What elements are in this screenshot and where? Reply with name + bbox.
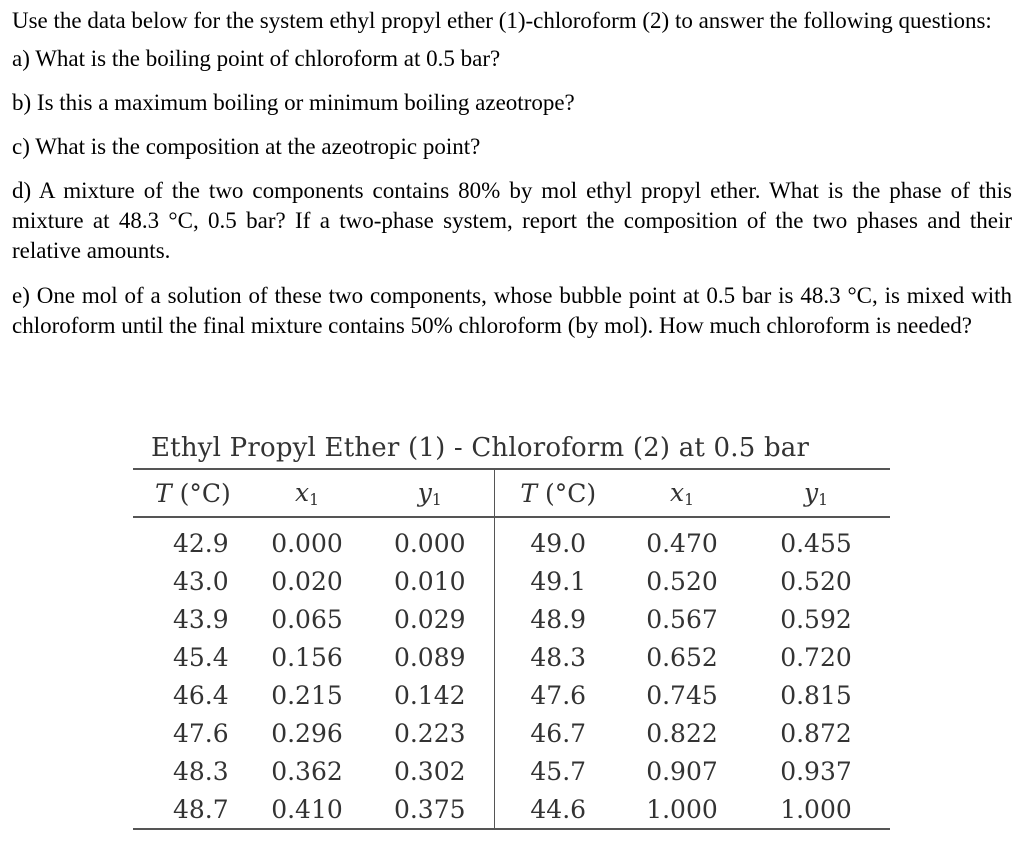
cell-x1: 0.567: [646, 604, 718, 634]
cell-y1: 0.029: [366, 600, 494, 638]
cell-y1: 1.000: [742, 790, 890, 829]
header-y-symbol: y: [417, 477, 432, 507]
header-subscript: 1: [684, 490, 694, 509]
cell-y1: 0.089: [366, 638, 494, 676]
header-y1-right: [742, 470, 890, 517]
question-b: b) Is this a maximum boiling or minimum boiling azeotrope?: [12, 90, 575, 115]
cell-y1: 0.142: [366, 676, 494, 714]
header-t-symbol: T: [520, 478, 538, 508]
cell-temperature: 49.0: [530, 528, 587, 558]
cell-x1: 0.296: [271, 718, 343, 748]
vle-table: [133, 470, 890, 830]
header-t-unit: (°C): [179, 478, 231, 508]
cell-x1: 0.410: [248, 790, 366, 829]
cell-temperature: 47.6: [173, 718, 229, 748]
question-d: d) A mixture of the two components contains 80% by mol ethyl propyl ether. What is the phase of this mixture at 48.3 °C, 0.5 bar? If a two-phase system, report the composition of the two phases and their relative amounts.: [12, 178, 1012, 263]
table-row: [133, 714, 890, 752]
cell-y1: 0.872: [780, 718, 852, 748]
cell-temperature: 43.0: [173, 566, 229, 596]
cell-y1: 0.815: [780, 680, 852, 710]
cell-x1: 0.520: [646, 566, 718, 596]
cell-temperature: 48.3: [173, 756, 229, 786]
header-y-symbol: y: [804, 477, 819, 507]
cell-y1: 0.937: [780, 756, 852, 786]
header-x1-right: [622, 470, 742, 517]
table-row: [133, 600, 890, 638]
cell-temperature: 46.7: [530, 718, 587, 748]
cell-x1: 0.907: [646, 756, 718, 786]
table-header-row: [133, 470, 890, 517]
cell-x1: 0.065: [271, 604, 343, 634]
cell-x1: 0.652: [646, 642, 718, 672]
vle-data-table: [133, 428, 890, 830]
cell-y1: 0.010: [366, 562, 494, 600]
cell-x1: 0.470: [646, 528, 718, 558]
cell-y1: 0.000: [366, 517, 494, 562]
table-row: [133, 752, 890, 790]
cell-temperature: 45.4: [173, 642, 229, 672]
cell-y1: 0.223: [366, 714, 494, 752]
cell-x1: 0.156: [271, 642, 343, 672]
cell-temperature: 49.1: [530, 566, 587, 596]
question-a: a) What is the boiling point of chloroform at 0.5 bar?: [12, 46, 501, 71]
cell-temperature: 46.4: [173, 680, 229, 710]
cell-x1: 0.362: [271, 756, 343, 786]
cell-x1: 1.000: [622, 790, 742, 829]
cell-y1: 0.375: [366, 790, 494, 829]
question-c: c) What is the composition at the azeotropic point?: [12, 134, 481, 159]
cell-x1: 0.000: [271, 528, 343, 558]
header-subscript: 1: [309, 490, 319, 509]
cell-temperature: 42.9: [173, 528, 229, 558]
cell-y1: 0.302: [366, 752, 494, 790]
table-row: [133, 562, 890, 600]
header-subscript: 1: [431, 490, 442, 509]
header-x-symbol: x: [670, 477, 685, 507]
header-x1-left: [248, 470, 366, 517]
header-y1-left: [366, 470, 494, 517]
cell-y1: 0.720: [780, 642, 852, 672]
cell-temperature: 44.6: [494, 790, 622, 829]
cell-y1: 0.455: [780, 528, 852, 558]
intro-text: Use the data below for the system ethyl propyl ether (1)-chloroform (2) to answer the following questions:: [12, 8, 992, 33]
cell-x1: 0.020: [271, 566, 343, 596]
table-row: [133, 517, 890, 562]
cell-y1: 0.520: [780, 566, 852, 596]
cell-temperature: 47.6: [530, 680, 587, 710]
header-t-unit: (°C): [545, 478, 597, 508]
table-row: [133, 790, 890, 829]
cell-temperature: 45.7: [530, 756, 587, 786]
question-e: e) One mol of a solution of these two components, whose bubble point at 0.5 bar is 48.3 °C, is mixed with chloroform until the final mixture contains 50% chloroform (by mol). How much chloroform is needed?: [12, 283, 1012, 338]
cell-x1: 0.215: [271, 680, 343, 710]
table-caption: Ethyl Propyl Ether (1) - Chloroform (2) at 0.5 bar: [133, 428, 890, 470]
table-row: [133, 676, 890, 714]
header-subscript: 1: [818, 490, 828, 509]
cell-temperature: 48.3: [530, 642, 587, 672]
cell-y1: 0.592: [780, 604, 852, 634]
question-block: [12, 6, 1012, 356]
cell-x1: 0.822: [646, 718, 718, 748]
table-row: [133, 638, 890, 676]
cell-temperature: 48.9: [530, 604, 587, 634]
cell-temperature: 43.9: [173, 604, 229, 634]
header-temperature-left: [133, 470, 248, 517]
cell-x1: 0.745: [646, 680, 718, 710]
header-t-symbol: T: [155, 478, 172, 508]
header-temperature-right: [494, 470, 622, 517]
header-x-symbol: x: [295, 477, 310, 507]
cell-temperature: 48.7: [133, 790, 248, 829]
